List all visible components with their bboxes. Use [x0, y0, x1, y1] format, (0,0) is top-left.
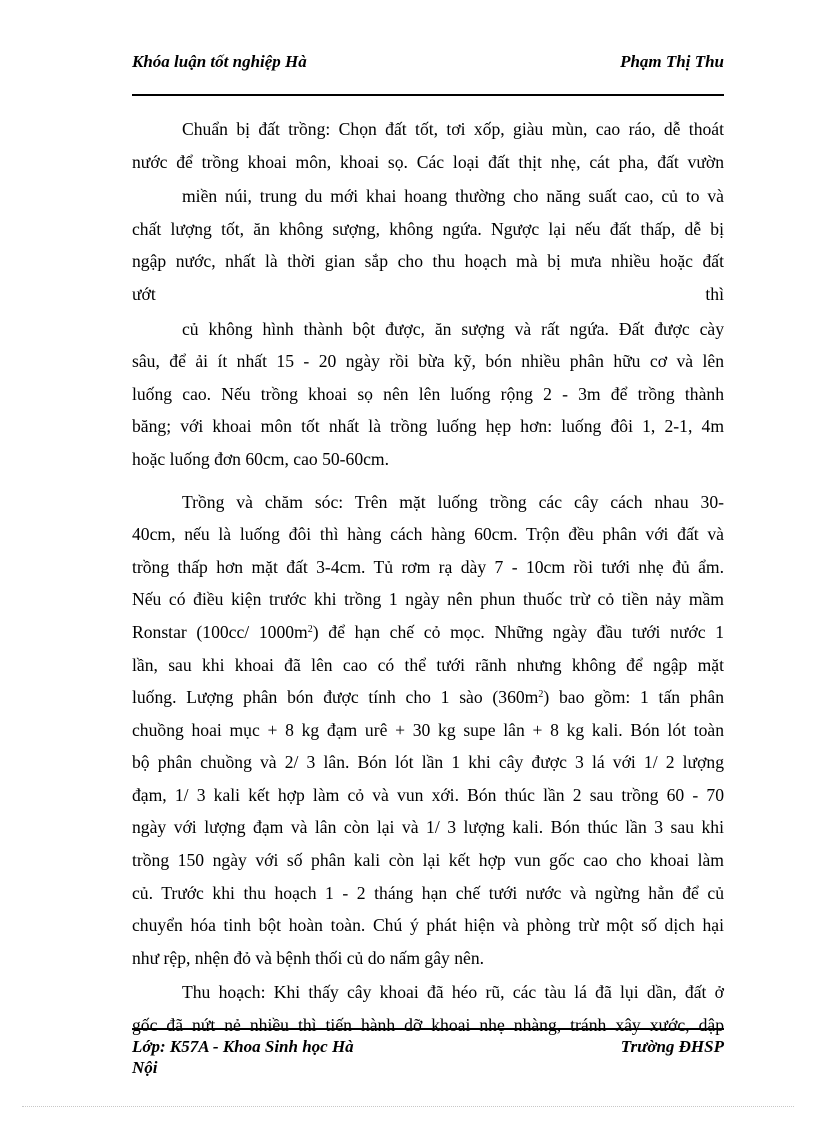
text-segment: ) bao gồm: 1 tấn phân [543, 687, 725, 708]
page-header [132, 50, 724, 96]
text-line: Chuẩn bị đất trồng: Chọn đất tốt, tơi xốp, giàu mùn, cao ráo, dễ thoát [182, 119, 724, 139]
text-line: Trồng và chăm sóc: Trên mặt luống trồng các cây cách nhau 30- [182, 491, 724, 512]
page-bottom-divider [22, 1106, 794, 1107]
text-line: băng; với khoai môn tốt nhất là trồng luống hẹp hơn: luống đôi 1, 2-1, 4m [132, 416, 724, 437]
text-line: Nếu có điều kiện trước khi trồng 1 ngày nên phun thuốc trừ cỏ tiền nảy mầm [132, 589, 724, 610]
text-segment: ) để hạn chế cỏ mọc. Những ngày đầu tưới nước 1 [312, 621, 725, 642]
text-line: bộ phân chuồng và 2/ 3 lân. Bón lót lần 1 khi cây được 3 lá với 1/ 2 lượng [132, 752, 724, 773]
text-line: nước để trồng khoai môn, khoai sọ. Các loại đất thịt nhẹ, cát pha, đất vườn [132, 151, 724, 172]
text-line: ngập nước, nhất là thời gian sắp cho thu hoạch mà bị mưa nhiều hoặc đất [132, 251, 724, 272]
text-line: trồng 150 ngày với số phân kali còn lại kết hợp vun gốc cao cho khoai làm [132, 850, 724, 871]
text-line: gốc đã nứt nẻ nhiều thì tiến hành dỡ khoai nhẹ nhàng, tránh xây xước, dập [132, 1015, 724, 1036]
text-line: trồng thấp hơn mặt đất 3-4cm. Tủ rơm rạ dày 7 - 10cm rồi tưới nhẹ đủ ẩm. [132, 556, 724, 577]
text-line: chuồng hoai mục + 8 kg đạm urê + 30 kg supe lân + 8 kg kali. Bón lót toàn [132, 719, 724, 740]
text-segment: Ronstar (100cc/ 1000m [132, 621, 308, 642]
text-line: ướt thì [132, 283, 724, 304]
document-body [132, 113, 724, 1042]
text-line: chuyển hóa tinh bột hoàn toàn. Chú ý phát hiện và phòng trừ một số dịch hại [132, 915, 724, 936]
text-line: 40cm, nếu là luống đôi thì hàng cách hàng 60cm. Trộn đều phân với đất và [132, 524, 724, 545]
page-footer [132, 1028, 724, 1080]
text-line: miền núi, trung du mới khai hoang thường cho năng suất cao, củ to và [182, 186, 724, 207]
superscript: 2 [307, 623, 313, 635]
text-line: hoặc luống đơn 60cm, cao 50-60cm. [132, 448, 390, 469]
text-line: củ không hình thành bột được, ăn sượng và rất ngứa. Đất được cày [182, 318, 724, 339]
superscript: 2 [538, 689, 544, 701]
text-line: chất lượng tốt, ăn không sượng, không ngứa. Ngược lại nếu đất thấp, dễ bị [132, 218, 724, 239]
text-line: sâu, để ải ít nhất 15 - 20 ngày rồi bừa kỹ, bón nhiều phân hữu cơ và lên [132, 351, 724, 372]
text-line: Thu hoạch: Khi thấy cây khoai đã héo rũ, các tàu lá đã lụi dần, đất ở [182, 982, 724, 1003]
text-line: củ. Trước khi thu hoạch 1 - 2 tháng hạn chế tưới nước và ngừng hẳn để củ [132, 882, 724, 903]
footer-class-info: Lớp: K57A - Khoa Sinh học Hà Nội [132, 1037, 354, 1077]
text-line [132, 616, 724, 649]
text-line: đạm, 1/ 3 kali kết hợp làm cỏ và vun xới. Bón thúc lần 2 sau trồng 60 - 70 [132, 784, 724, 805]
header-author-name: Phạm Thị Thu [620, 52, 724, 71]
text-segment: luống. Lượng phân bón được tính cho 1 sào (360m [132, 687, 539, 708]
text-line [132, 681, 724, 714]
text-line: ngày với lượng đạm và lân còn lại và 1/ 3 lượng kali. Bón thúc lần 3 sau khi [132, 817, 724, 838]
text-line: lần, sau khi khoai đã lên cao có thể tưới rãnh nhưng không để ngập mặt [132, 654, 724, 675]
text-line: luống cao. Nếu trồng khoai sọ nên lên luống rộng 2 - 3m để trồng thành [132, 383, 724, 404]
footer-university: Trường ĐHSP [620, 1037, 724, 1056]
text-line: như rệp, nhện đỏ và bệnh thối củ do nấm gây nên. [132, 947, 485, 968]
header-thesis-title: Khóa luận tốt nghiệp Hà [132, 52, 307, 71]
